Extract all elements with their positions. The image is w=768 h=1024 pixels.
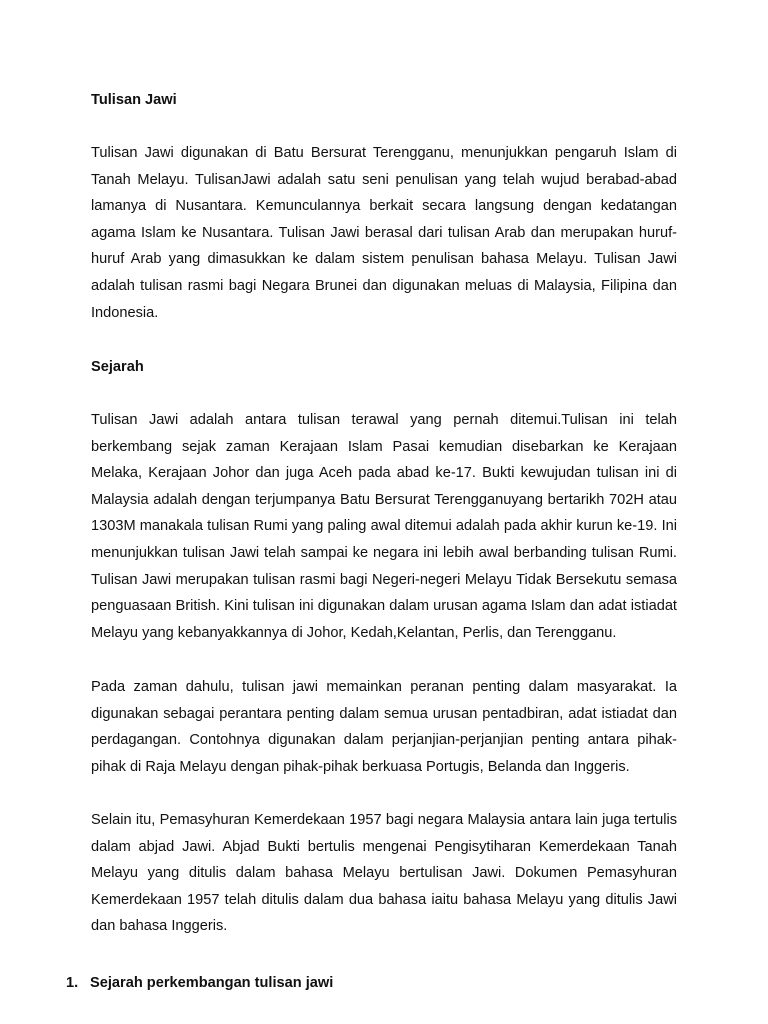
paragraph-sejarah: Tulisan Jawi adalah antara tulisan terawal yang pernah ditemui.Tulisan ini telah berkembang sejak zaman Kerajaan Islam Pasai kemudian disebarkan ke Kerajaan Melaka, Kerajaan Johor dan juga Aceh pada abad ke-17. Bukti kewujudan tulisan ini di Malaysia adalah dengan terjumpanya Batu Bersurat Terengganuyang bertarikh 702H atau 1303M manakala tulisan Rumi yang paling awal ditemui adalah pada akhir kurun ke-19. Ini menunjukkan tulisan Jawi telah sampai ke negara ini lebih awal berbanding tulisan Rumi. Tulisan Jawi merupakan tulisan rasmi bagi Negeri-negeri Melayu Tidak Bersekutu semasa penguasaan British. Kini tulisan ini digunakan dalam urusan agama Islam dan adat istiadat Melayu yang kebanyakkannya di Johor, Kedah,Kelantan, Perlis, dan Terengganu. <box>91 412 677 641</box>
paragraph-peranan: Pada zaman dahulu, tulisan jawi memainkan peranan penting dalam masyarakat. Ia digunakan sebagai perantara penting dalam semua urusan pentadbiran, adat istiadat dan perdagangan. Contohnya digunakan dalam perjanjian-perjanjian penting antara pihak-pihak di Raja Melayu dengan pihak-pihak berkuasa Portugis, Belanda dan Inggeris. <box>91 679 677 775</box>
section-heading-sejarah: Sejarah <box>91 359 144 375</box>
list-number: 1. <box>66 975 79 991</box>
section-heading-tulisan-jawi: Tulisan Jawi <box>91 92 177 108</box>
paragraph-introduction: Tulisan Jawi digunakan di Batu Bersurat Terengganu, menunjukkan pengaruh Islam di Tanah Melayu. TulisanJawi adalah satu seni penulisan yang telah wujud berabad-abad lamanya di Nusantara. Kemunculannya berkait secara langsung dengan kedatangan agama Islam ke Nusantara. Tulisan Jawi berasal dari tulisan Arab dan merupakan huruf-huruf Arab yang dimasukkan ke dalam sistem penulisan bahasa Melayu. Tulisan Jawi adalah tulisan rasmi bagi Negara Brunei dan digunakan meluas di Malaysia, Filipina dan Indonesia. <box>91 145 677 321</box>
list-heading-text: Sejarah perkembangan tulisan jawi <box>90 975 334 991</box>
numbered-heading <box>66 970 333 997</box>
paragraph-pemasyhuran: Selain itu, Pemasyhuran Kemerdekaan 1957 bagi negara Malaysia antara lain juga tertulis dalam abjad Jawi. Abjad Bukti bertulis mengenai Pengisytiharan Kemerdekaan Tanah Melayu yang ditulis dalam bahasa Melayu bertulisan Jawi. Dokumen Pemasyhuran Kemerdekaan 1957 telah ditulis dalam dua bahasa iaitu bahasa Melayu yang ditulis Jawi dan bahasa Inggeris. <box>91 812 677 935</box>
